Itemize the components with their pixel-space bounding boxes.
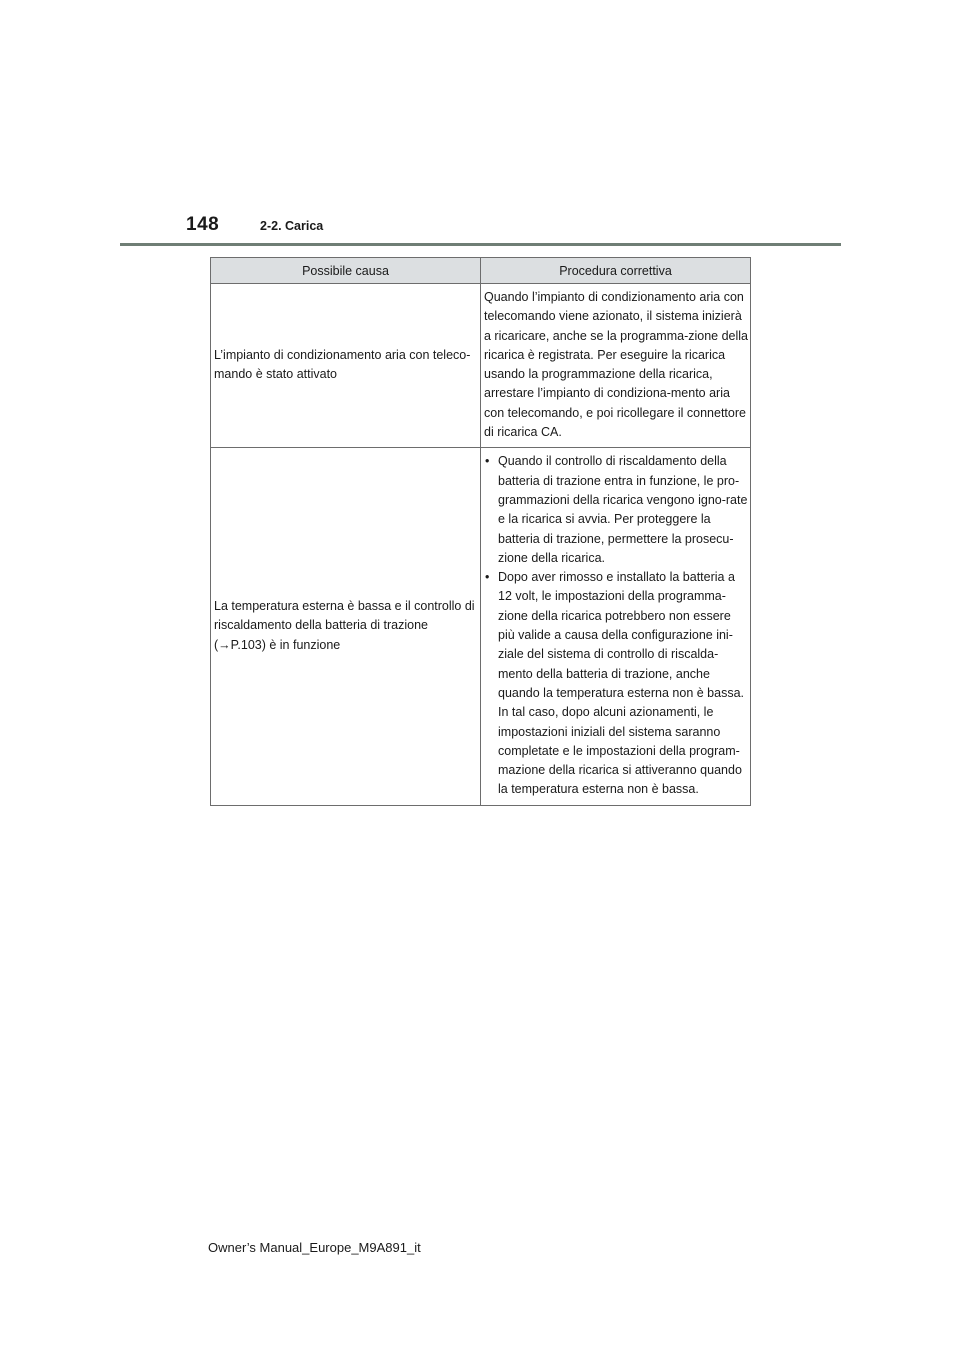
remedy-bullet-list [484, 452, 748, 799]
cause-cell: La temperatura esterna è bassa e il controllo di riscaldamento della batteria di trazione (→P.103) è in funzione [211, 448, 481, 805]
table-row [211, 284, 751, 448]
header-rule [120, 243, 841, 246]
cause-remedy-table [210, 257, 751, 806]
page-number: 148 [186, 214, 220, 235]
table-header-row [211, 258, 751, 284]
column-header-remedy: Procedura correttiva [481, 258, 751, 284]
column-header-cause: Possibile causa [211, 258, 481, 284]
remedy-cell: Quando l’impianto di condizionamento aria con telecomando viene azionato, il sistema inizierà a ricaricare, anche se la programma-zione della ricarica è registrata. Per eseguire la ricarica usando la programmazione della ricarica, arrestare l’impianto di condiziona-mento aria con telecomando, e poi ricollegare il connettore di ricarica CA. [481, 284, 751, 448]
remedy-cell [481, 448, 751, 805]
table-row [211, 448, 751, 805]
remedy-bullet-item: • Dopo aver rimosso e installato la batteria a 12 volt, le impostazioni della programma-zione della ricarica potrebbero non essere più valide a causa della configurazione ini-ziale del sistema di controllo di riscalda-mento della batteria di trazione, anche quando la temperatura esterna non è bassa. In tal caso, dopo alcuni azionamenti, le impostazioni iniziali del sistema saranno completate e le impostazioni della program-mazione della ricarica si attiveranno quando la temperatura esterna non è bassa. [484, 568, 748, 800]
remedy-bullet-item: • Quando il controllo di riscaldamento della batteria di trazione entra in funzione, le pro-grammazioni della ricarica vengono igno-rate e la ricarica si avvia. Per proteggere la batteria di trazione, permettere la prosecu-zione della ricarica. [484, 452, 748, 568]
cause-cell: L’impianto di condizionamento aria con teleco-mando è stato attivato [211, 284, 481, 448]
section-title: 2-2. Carica [260, 219, 324, 233]
footer-text: Owner’s Manual_Europe_M9A891_it [208, 1240, 421, 1255]
